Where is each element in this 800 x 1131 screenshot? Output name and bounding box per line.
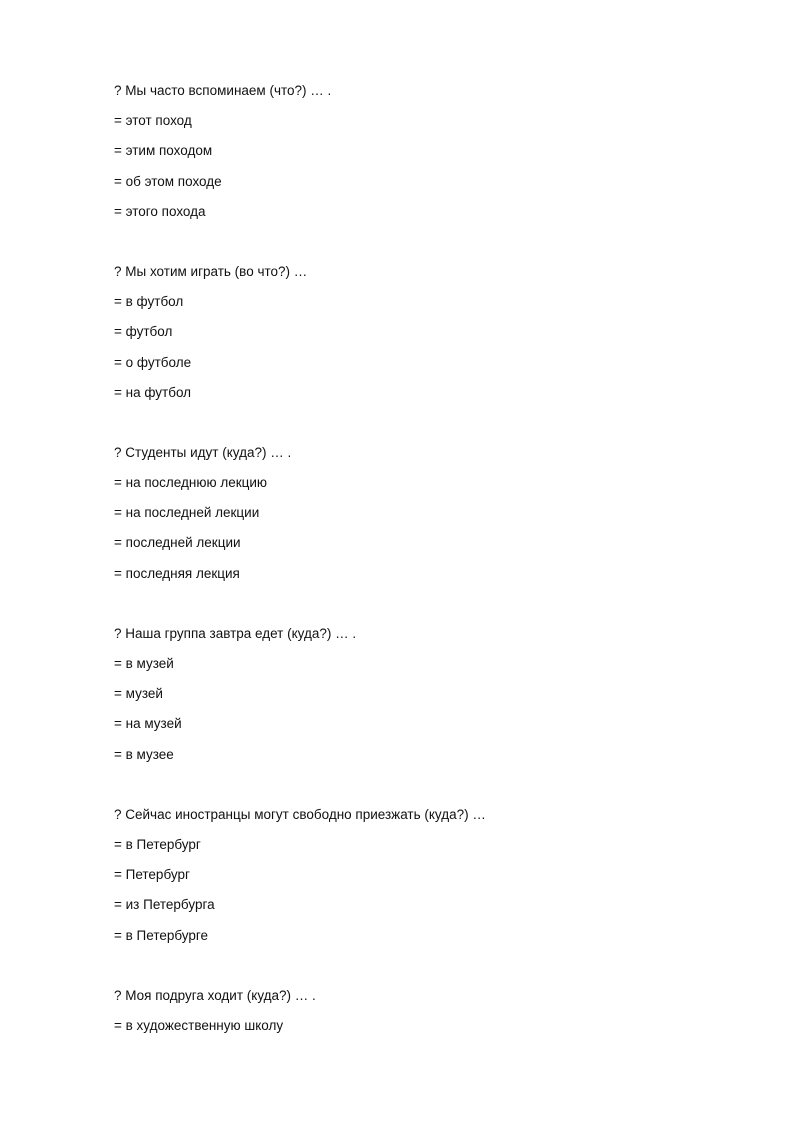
answer-option: = о футболе <box>114 354 192 370</box>
answer-option: = этот поход <box>114 113 192 129</box>
answer-option: = этого похода <box>114 203 206 219</box>
question-prompt: ? Моя подруга ходит (куда?) … . <box>114 987 316 1003</box>
question-block <box>114 981 754 1041</box>
question-block <box>114 76 754 227</box>
answer-option: = из Петербурга <box>114 897 215 913</box>
answer-option: = в музей <box>114 656 174 671</box>
answer-option: = об этом походе <box>114 173 222 189</box>
question-list <box>114 76 754 1071</box>
answer-option: = на музей <box>114 716 182 732</box>
question-prompt: ? Наша группа завтра едет (куда?) … . <box>114 625 357 641</box>
answer-option: = музей <box>114 686 163 702</box>
answer-option: = этим походом <box>114 143 213 159</box>
question-prompt: ? Сейчас иностранцы могут свободно приезжать (куда?) … <box>114 806 486 822</box>
answer-option: = футбол <box>114 324 173 340</box>
answer-option: = последняя лекция <box>114 565 240 581</box>
answer-option: = в художественную школу <box>114 1017 284 1033</box>
question-prompt: ? Студенты идут (куда?) … . <box>114 444 292 460</box>
answer-option: = в Петербург <box>114 836 201 852</box>
question-block <box>114 257 754 408</box>
answer-option: = Петербург <box>114 867 190 883</box>
answer-option: = на футбол <box>114 384 192 400</box>
question-prompt: ? Мы часто вспоминаем (что?) … . <box>114 83 332 98</box>
answer-option: = в Петербурге <box>114 927 209 943</box>
answer-option: = на последнюю лекцию <box>114 475 268 491</box>
question-block <box>114 438 754 589</box>
question-prompt: ? Мы хотим играть (во что?) … <box>114 263 308 279</box>
question-block <box>114 800 754 951</box>
answer-option: = на последней лекции <box>114 505 260 521</box>
answer-option: = в футбол <box>114 294 184 310</box>
answer-option: = в музее <box>114 746 174 762</box>
answer-option: = последней лекции <box>114 535 241 551</box>
question-block <box>114 619 754 770</box>
